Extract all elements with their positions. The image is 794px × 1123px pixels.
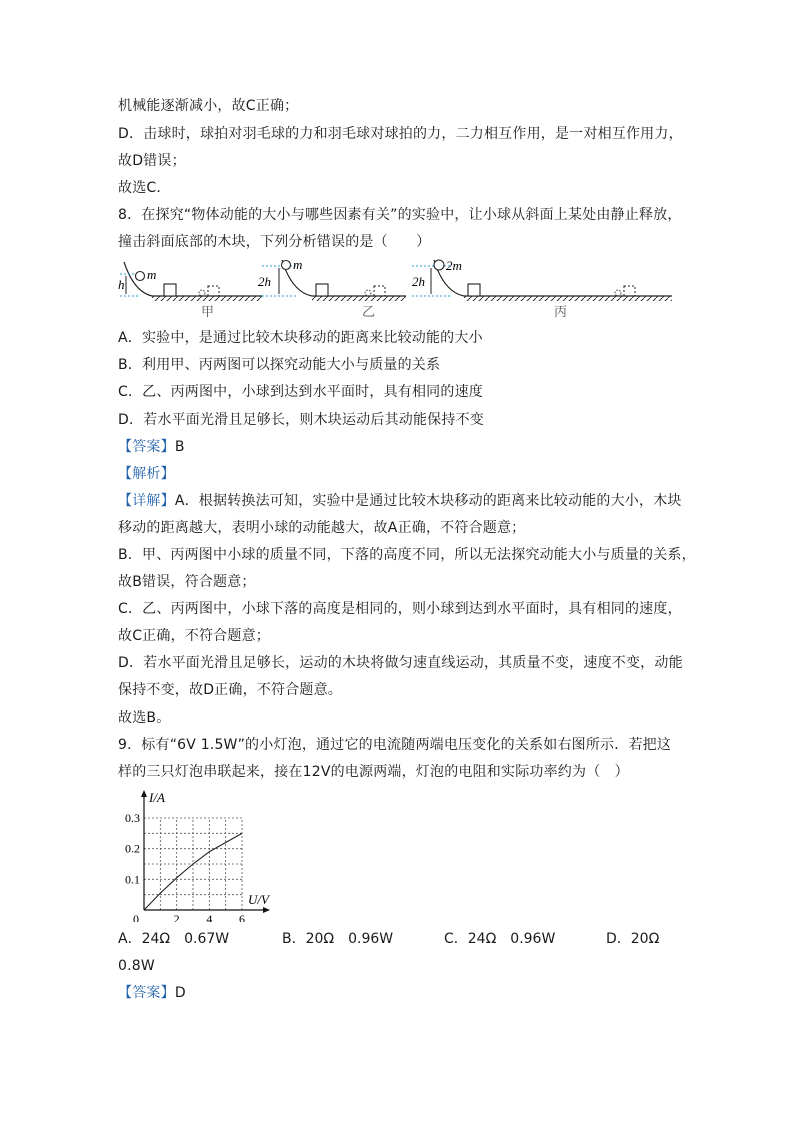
- panel-bing: [412, 258, 672, 318]
- panel-label-jia: 甲: [201, 304, 215, 318]
- answer-value: B: [174, 439, 185, 455]
- iu-chart: [112, 786, 282, 922]
- analysis-tag-line: [118, 464, 175, 484]
- text-line: 故B错误，符合题意；: [118, 574, 256, 590]
- panel-jia: [118, 262, 262, 318]
- y-tick-label: 0.3: [125, 811, 140, 825]
- ball-yi: [282, 261, 291, 270]
- block-bing: [468, 284, 480, 296]
- option-d: D．若水平面光滑且足够长，则木块运动后其动能保持不变: [118, 412, 484, 428]
- panel-label-yi: 乙: [362, 304, 376, 318]
- answer-value-2: D: [174, 985, 186, 1001]
- text-line: 故选C．: [118, 180, 171, 196]
- text-line: C．乙、丙两图中，小球下落的高度是相同的，则小球到达到水平面时，具有相同的速度，: [118, 601, 682, 617]
- question-8-stem: 8．在探究“物体动能的大小与哪些因素有关”的实验中，让小球从斜面上某处由静止释放，: [118, 207, 682, 223]
- panel-label-bing: 丙: [554, 304, 568, 318]
- x-tick-label: 6: [239, 912, 245, 922]
- q9-option-b: B．20Ω 0.96W: [282, 931, 394, 947]
- y-axis-arrow: [141, 790, 147, 797]
- detail-line: [118, 491, 682, 511]
- answer-line-2: [118, 983, 186, 1003]
- block-jia: [164, 284, 176, 296]
- question-8-stem: 撞击斜面底部的木块，下列分析错误的是（ ）: [118, 234, 431, 250]
- y-axis-label: I/A: [149, 790, 165, 805]
- analysis-tag: 【解析】: [118, 466, 175, 482]
- experiment-figure: [116, 256, 676, 318]
- height-label-yi: 2h: [258, 274, 271, 289]
- text-line: B．甲、丙两图中小球的质量不同，下落的高度不同，所以无法探究动能大小与质量的关系，: [118, 547, 696, 563]
- detail-tag: 【详解】: [118, 493, 175, 509]
- x-tick-label: 4: [206, 912, 213, 922]
- question-9-stem: 9．标有“6V 1.5W”的小灯泡，通过它的电流随两端电压变化的关系如右图所示．若把这: [118, 737, 672, 753]
- x-tick-label: 2: [173, 912, 180, 922]
- origin-label: 0: [133, 912, 139, 922]
- text-line: 故选B。: [118, 710, 171, 726]
- q9-options: [118, 929, 678, 949]
- text-line: 保持不变，故D正确，不符合题意。: [118, 682, 342, 698]
- mass-label-jia: m: [147, 267, 157, 282]
- q9-option-c: C．24Ω 0.96W: [444, 931, 556, 947]
- mass-label-bing: 2m: [446, 258, 462, 273]
- text-line: 故D错误；: [118, 153, 186, 169]
- y-tick-label: 0.2: [125, 841, 140, 856]
- answer-tag-2: 【答案】: [118, 985, 175, 1001]
- height-label-bing: 2h: [412, 274, 425, 289]
- text-line: 移动的距离越大，表明小球的动能越大，故A正确，不符合题意；: [118, 520, 526, 536]
- height-label-jia: h: [118, 277, 125, 292]
- q9-option-a: A．24Ω 0.67W: [118, 931, 230, 947]
- ball-jia: [136, 272, 145, 281]
- block-yi: [316, 284, 328, 296]
- text-line: D．击球时，球拍对羽毛球的力和羽毛球对球拍的力，二力相互作用，是一对相互作用力，: [118, 126, 683, 142]
- q9-option-d-cont: 0.8W: [118, 958, 155, 974]
- x-axis-arrow: [263, 907, 270, 913]
- ball-bing: [434, 260, 444, 270]
- y-tick-label: 0.1: [125, 872, 140, 887]
- detail-text: A．根据转换法可知，实验中是通过比较木块移动的距离来比较动能的大小，木块: [174, 493, 682, 509]
- answer-line: [118, 437, 185, 457]
- question-9-stem: 样的三只灯泡串联起来，接在12V的电源两端，灯泡的电阻和实际功率约为（ ）: [118, 764, 629, 780]
- option-b: B．利用甲、丙两图可以探究动能大小与质量的关系: [118, 357, 441, 373]
- panel-yi: [258, 257, 406, 318]
- text-line: 机械能逐渐减小，故C正确；: [118, 98, 299, 114]
- mass-label-yi: m: [293, 257, 303, 272]
- answer-tag: 【答案】: [118, 439, 175, 455]
- option-c: C．乙、丙两图中，小球到达到水平面时，具有相同的速度: [118, 384, 483, 400]
- q9-option-d: D．20Ω: [606, 931, 660, 947]
- text-line: D．若水平面光滑且足够长，运动的木块将做匀速直线运动，其质量不变，速度不变，动能: [118, 655, 683, 671]
- x-axis-label: U/V: [248, 892, 269, 907]
- text-line: 故C正确，不符合题意；: [118, 628, 270, 644]
- option-a: A．实验中，是通过比较木块移动的距离来比较动能的大小: [118, 330, 483, 346]
